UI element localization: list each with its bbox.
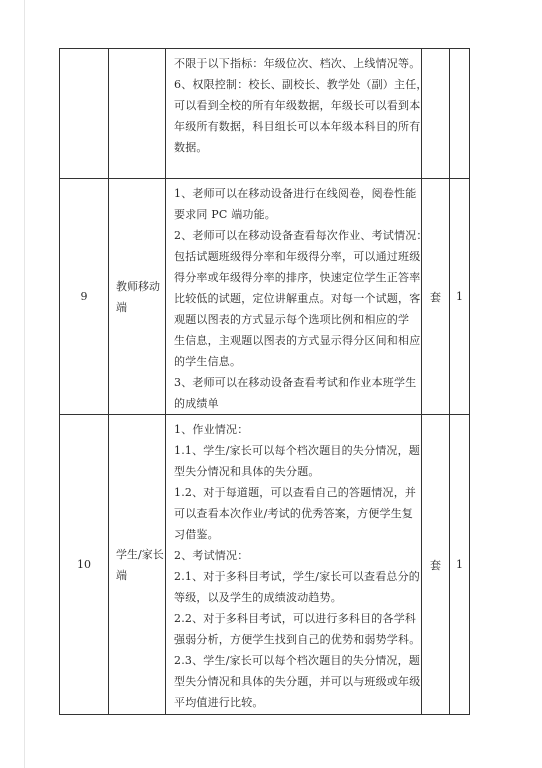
- description-line: 要求同 PC 端功能。: [174, 208, 277, 221]
- description-line: 数据。: [174, 141, 208, 154]
- description-line: 的学生信息。: [174, 355, 242, 368]
- description-line: 得分率或年级得分率的排序，快速定位学生正答率: [174, 271, 421, 284]
- description-line: 观题以图表的方式显示每个选项比例和相应的学: [174, 313, 410, 326]
- description-line: 1、作业情况：: [174, 423, 249, 436]
- description-line: 可以看到全校的所有年级数据，年级长可以看到本: [174, 99, 421, 112]
- description-line: 习借鉴。: [174, 528, 219, 541]
- description-line: 平均值进行比较。: [174, 696, 264, 709]
- description-line: 2.1、对于多科目考试，学生/家长可以查看总分的: [174, 570, 420, 583]
- page-edge-line: [24, 0, 25, 768]
- item-name-line-1: 教师移动: [116, 279, 160, 293]
- quantity-cell: 1: [450, 179, 470, 415]
- item-name-cell: [109, 415, 166, 715]
- quantity-cell: [450, 49, 470, 179]
- description-cell: [166, 49, 428, 179]
- description-lines: [174, 183, 428, 414]
- item-name-cell: [109, 49, 166, 179]
- description-cell: [166, 415, 422, 715]
- description-line: 等级，以及学生的成绩波动趋势。: [174, 591, 342, 604]
- description-line: 年级所有数据，科目组长可以本年级本科目的所有: [174, 120, 421, 133]
- description-lines: [174, 53, 428, 158]
- description-line: 2.2、对于多科目考试，可以进行多科目的各学科: [174, 612, 417, 625]
- item-name-line-2: 端: [116, 568, 127, 582]
- description-line: 不限于以下指标：年级位次、档次、上线情况等。: [174, 57, 421, 70]
- item-name-line-1: 学生/家长: [116, 547, 164, 561]
- description-line: 2.3、学生/家长可以每个档次题目的失分情况，题: [174, 654, 420, 667]
- description-line: 包括试题班级得分率和年级得分率，可以通过班级: [174, 250, 421, 263]
- item-name-cell: [109, 179, 166, 415]
- description-line: 1、老师可以在移动设备进行在线阅卷，阅卷性能: [174, 187, 417, 200]
- description-line: 1.2、对于每道题，可以查看自己的答题情况，并: [174, 486, 417, 499]
- description-cell: [166, 179, 428, 415]
- description-line: 2、考试情况：: [174, 549, 249, 562]
- description-line: 可以查看本次作业/考试的优秀答案，方便学生复: [174, 507, 414, 520]
- table-row-teacher-mobile: [60, 179, 470, 415]
- row-number-cell: [60, 49, 109, 179]
- row-number-cell: 9: [60, 179, 109, 415]
- unit-cell: [422, 49, 450, 179]
- description-line: 比较低的试题，定位讲解重点。对每一个试题，客: [174, 292, 421, 305]
- table-row-student-parent: [60, 415, 470, 715]
- unit-cell: 套: [422, 179, 450, 415]
- description-line: 生信息，主观题以图表的方式显示得分区间和相应: [174, 334, 421, 347]
- description-line: 6、权限控制：校长、副校长、教学处（副）主任，: [174, 78, 428, 91]
- description-line: 的成绩单: [174, 397, 219, 410]
- item-name-line-2: 端: [116, 300, 127, 314]
- description-line: 型失分情况和具体的失分题。: [174, 465, 320, 478]
- description-line: 强弱分析，方便学生找到自己的优势和弱势学科。: [174, 633, 421, 646]
- description-lines: [174, 419, 421, 713]
- description-line: 3、老师可以在移动设备查看考试和作业本班学生: [174, 376, 417, 389]
- description-line: 型失分情况和具体的失分题，并可以与班级或年级: [174, 675, 421, 688]
- description-line: 1.1、学生/家长可以每个档次题目的失分情况，题: [174, 444, 420, 457]
- unit-cell: 套: [422, 415, 450, 715]
- requirements-table: [59, 48, 470, 715]
- quantity-cell: 1: [450, 415, 470, 715]
- description-line: 2、老师可以在移动设备查看每次作业、考试情况：: [174, 229, 428, 242]
- row-number-cell: 10: [60, 415, 109, 715]
- table-row-continued: [60, 49, 470, 179]
